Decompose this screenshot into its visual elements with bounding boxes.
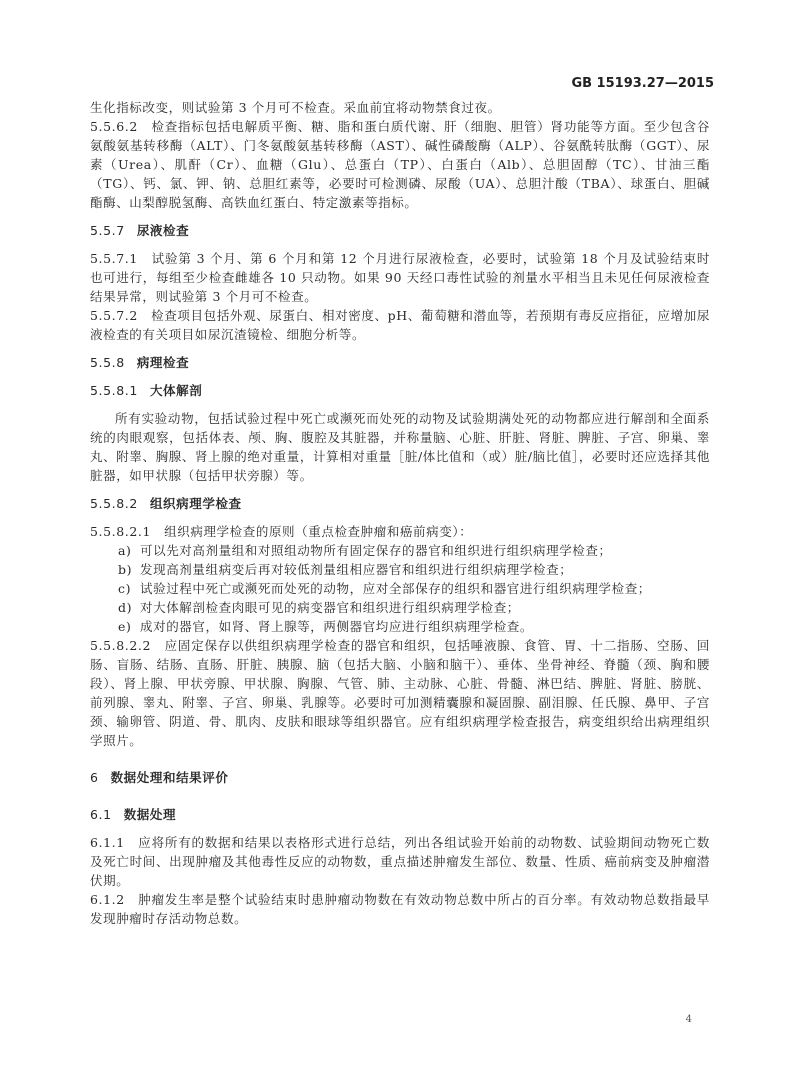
- list-item-text: 对大体解剖检查肉眼可见的病变器官和组织进行组织病理学检查；: [140, 600, 520, 615]
- list-item-text: 成对的器官，如肾、肾上腺等，两侧器官均应进行组织病理学检查。: [140, 619, 534, 634]
- section-title: 组织病理学检查: [149, 496, 242, 511]
- spacer: [90, 212, 710, 221]
- spacer: [90, 787, 710, 805]
- section-number: 5.5.8.2: [90, 496, 138, 511]
- spacer: [90, 485, 710, 494]
- section-heading: [90, 353, 710, 372]
- document-body: [90, 98, 710, 928]
- list-item: [90, 617, 710, 636]
- list-marker: e): [118, 619, 132, 634]
- section-heading: [90, 381, 710, 400]
- paragraph: 5.5.7.1 试验第 3 个月、第 6 个月和第 12 个月进行尿液检查，必要时，试验第 18 个月及试验结束时也可进行，每组至少检查雌雄各 10 只动物。如果 90 天经口毒性试验的剂量水平相当且未见任何尿液检查结果异常，则试验第 3 个月可不检查。: [90, 251, 710, 304]
- section-number: 5.5.7: [90, 223, 125, 238]
- section-number: 6: [90, 770, 99, 785]
- list-marker: c): [118, 581, 132, 596]
- section-title: 大体解剖: [149, 383, 203, 398]
- section-number: 5.5.8.1: [90, 383, 138, 398]
- list-item: [90, 541, 710, 560]
- paragraph: 5.5.8.2.1 组织病理学检查的原则（重点检查肿瘤和癌前病变）：: [90, 524, 473, 539]
- section-heading: [90, 221, 710, 240]
- spacer: [90, 400, 710, 409]
- spacer: [90, 372, 710, 381]
- list-item: [90, 579, 710, 598]
- section-heading: [90, 805, 710, 824]
- spacer: [90, 344, 710, 353]
- paragraph: 6.1.2 肿瘤发生率是整个试验结束时患肿瘤动物数在有效动物总数中所占的百分率。有效动物总数指最早发现肿瘤时存活动物总数。: [90, 892, 710, 926]
- spacer: [90, 513, 710, 522]
- paragraph: 5.5.7.2 检查项目包括外观、尿蛋白、相对密度、pH、葡萄糖和潜血等，若预期有毒反应指征，应增加尿液检查的有关项目如尿沉渣镜检、细胞分析等。: [90, 308, 710, 342]
- section-heading: [90, 494, 710, 513]
- section-title: 病理检查: [136, 355, 190, 370]
- section-title: 数据处理和结果评价: [110, 770, 229, 785]
- list-item: [90, 560, 710, 579]
- standard-number: GB 15193.27—2015: [571, 76, 714, 91]
- list-item: [90, 598, 710, 617]
- section-number: 5.5.8: [90, 355, 125, 370]
- paragraph: 5.5.6.2 检查指标包括电解质平衡、糖、脂和蛋白质代谢、肝（细胞、胆管）肾功能等方面。至少包含谷氨酸氨基转移酶（ALT）、门冬氨酸氨基转移酶（AST）、碱性磷酸酶（ALP）、谷氨酰转肽酶（GGT）、尿素（Urea）、肌酐（Cr）、血糖（Glu）、总蛋白（TP）、白蛋白（Alb）、总胆固醇（TC）、甘油三酯（TG）、钙、氯、钾、钠、总胆红素等，必要时可检测磷、尿酸（UA）、总胆汁酸（TBA）、球蛋白、胆碱酯酶、山梨醇脱氢酶、高铁血红蛋白、特定激素等指标。: [90, 119, 710, 210]
- page-number: 4: [685, 1014, 692, 1025]
- list-item-text: 发现高剂量组病变后再对较低剂量组相应器官和组织进行组织病理学检查；: [140, 562, 573, 577]
- paragraph: 生化指标改变，则试验第 3 个月可不检查。采血前宜将动物禁食过夜。: [90, 100, 501, 115]
- list-item-text: 可以先对高剂量组和对照组动物所有固定保存的器官和组织进行组织病理学检查；: [140, 543, 612, 558]
- list-item-text: 试验过程中死亡或濒死而处死的动物，应对全部保存的组织和器官进行组织病理学检查；: [140, 581, 651, 596]
- section-title: 尿液检查: [136, 223, 190, 238]
- spacer: [90, 824, 710, 833]
- spacer: [90, 750, 710, 768]
- list-marker: d): [118, 600, 133, 615]
- list-marker: a): [118, 543, 132, 558]
- section-heading: [90, 768, 710, 787]
- paragraph: 5.5.8.2.2 应固定保存以供组织病理学检查的器官和组织，包括唾液腺、食管、胃、十二指肠、空肠、回肠、盲肠、结肠、直肠、肝脏、胰腺、脑（包括大脑、小脑和脑干）、垂体、坐骨神经、脊髓（颈、胸和腰段）、肾上腺、甲状旁腺、甲状腺、胸腺、气管、肺、主动脉、心脏、骨髓、淋巴结、脾脏、肾脏、膀胱、前列腺、睾丸、附睾、子宫、卵巢、乳腺等。必要时可加测精囊腺和凝固腺、副泪腺、任氏腺、鼻甲、子宫颈、输卵管、阴道、骨、肌肉、皮肤和眼球等组织器官。应有组织病理学检查报告，病变组织给出病理组织学照片。: [90, 638, 710, 748]
- paragraph: 6.1.1 应将所有的数据和结果以表格形式进行总结，列出各组试验开始前的动物数、试验期间动物死亡数及死亡时间、出现肿瘤及其他毒性反应的动物数，重点描述肿瘤发生部位、数量、性质、癌前病变及肿瘤潜伏期。: [90, 835, 710, 888]
- section-title: 数据处理: [123, 807, 177, 822]
- section-number: 6.1: [90, 807, 112, 822]
- list-marker: b): [118, 562, 133, 577]
- paragraph: 所有实验动物，包括试验过程中死亡或濒死而处死的动物及试验期满处死的动物都应进行解剖和全面系统的肉眼观察，包括体表、颅、胸、腹腔及其脏器，并称量脑、心脏、肝脏、肾脏、脾脏、子宫、卵巢、睾丸、附睾、胸腺、肾上腺的绝对重量，计算相对重量［脏/体比值和（或）脏/脑比值］，必要时还应选择其他脏器，如甲状腺（包括甲状旁腺）等。: [90, 411, 710, 483]
- spacer: [90, 240, 710, 249]
